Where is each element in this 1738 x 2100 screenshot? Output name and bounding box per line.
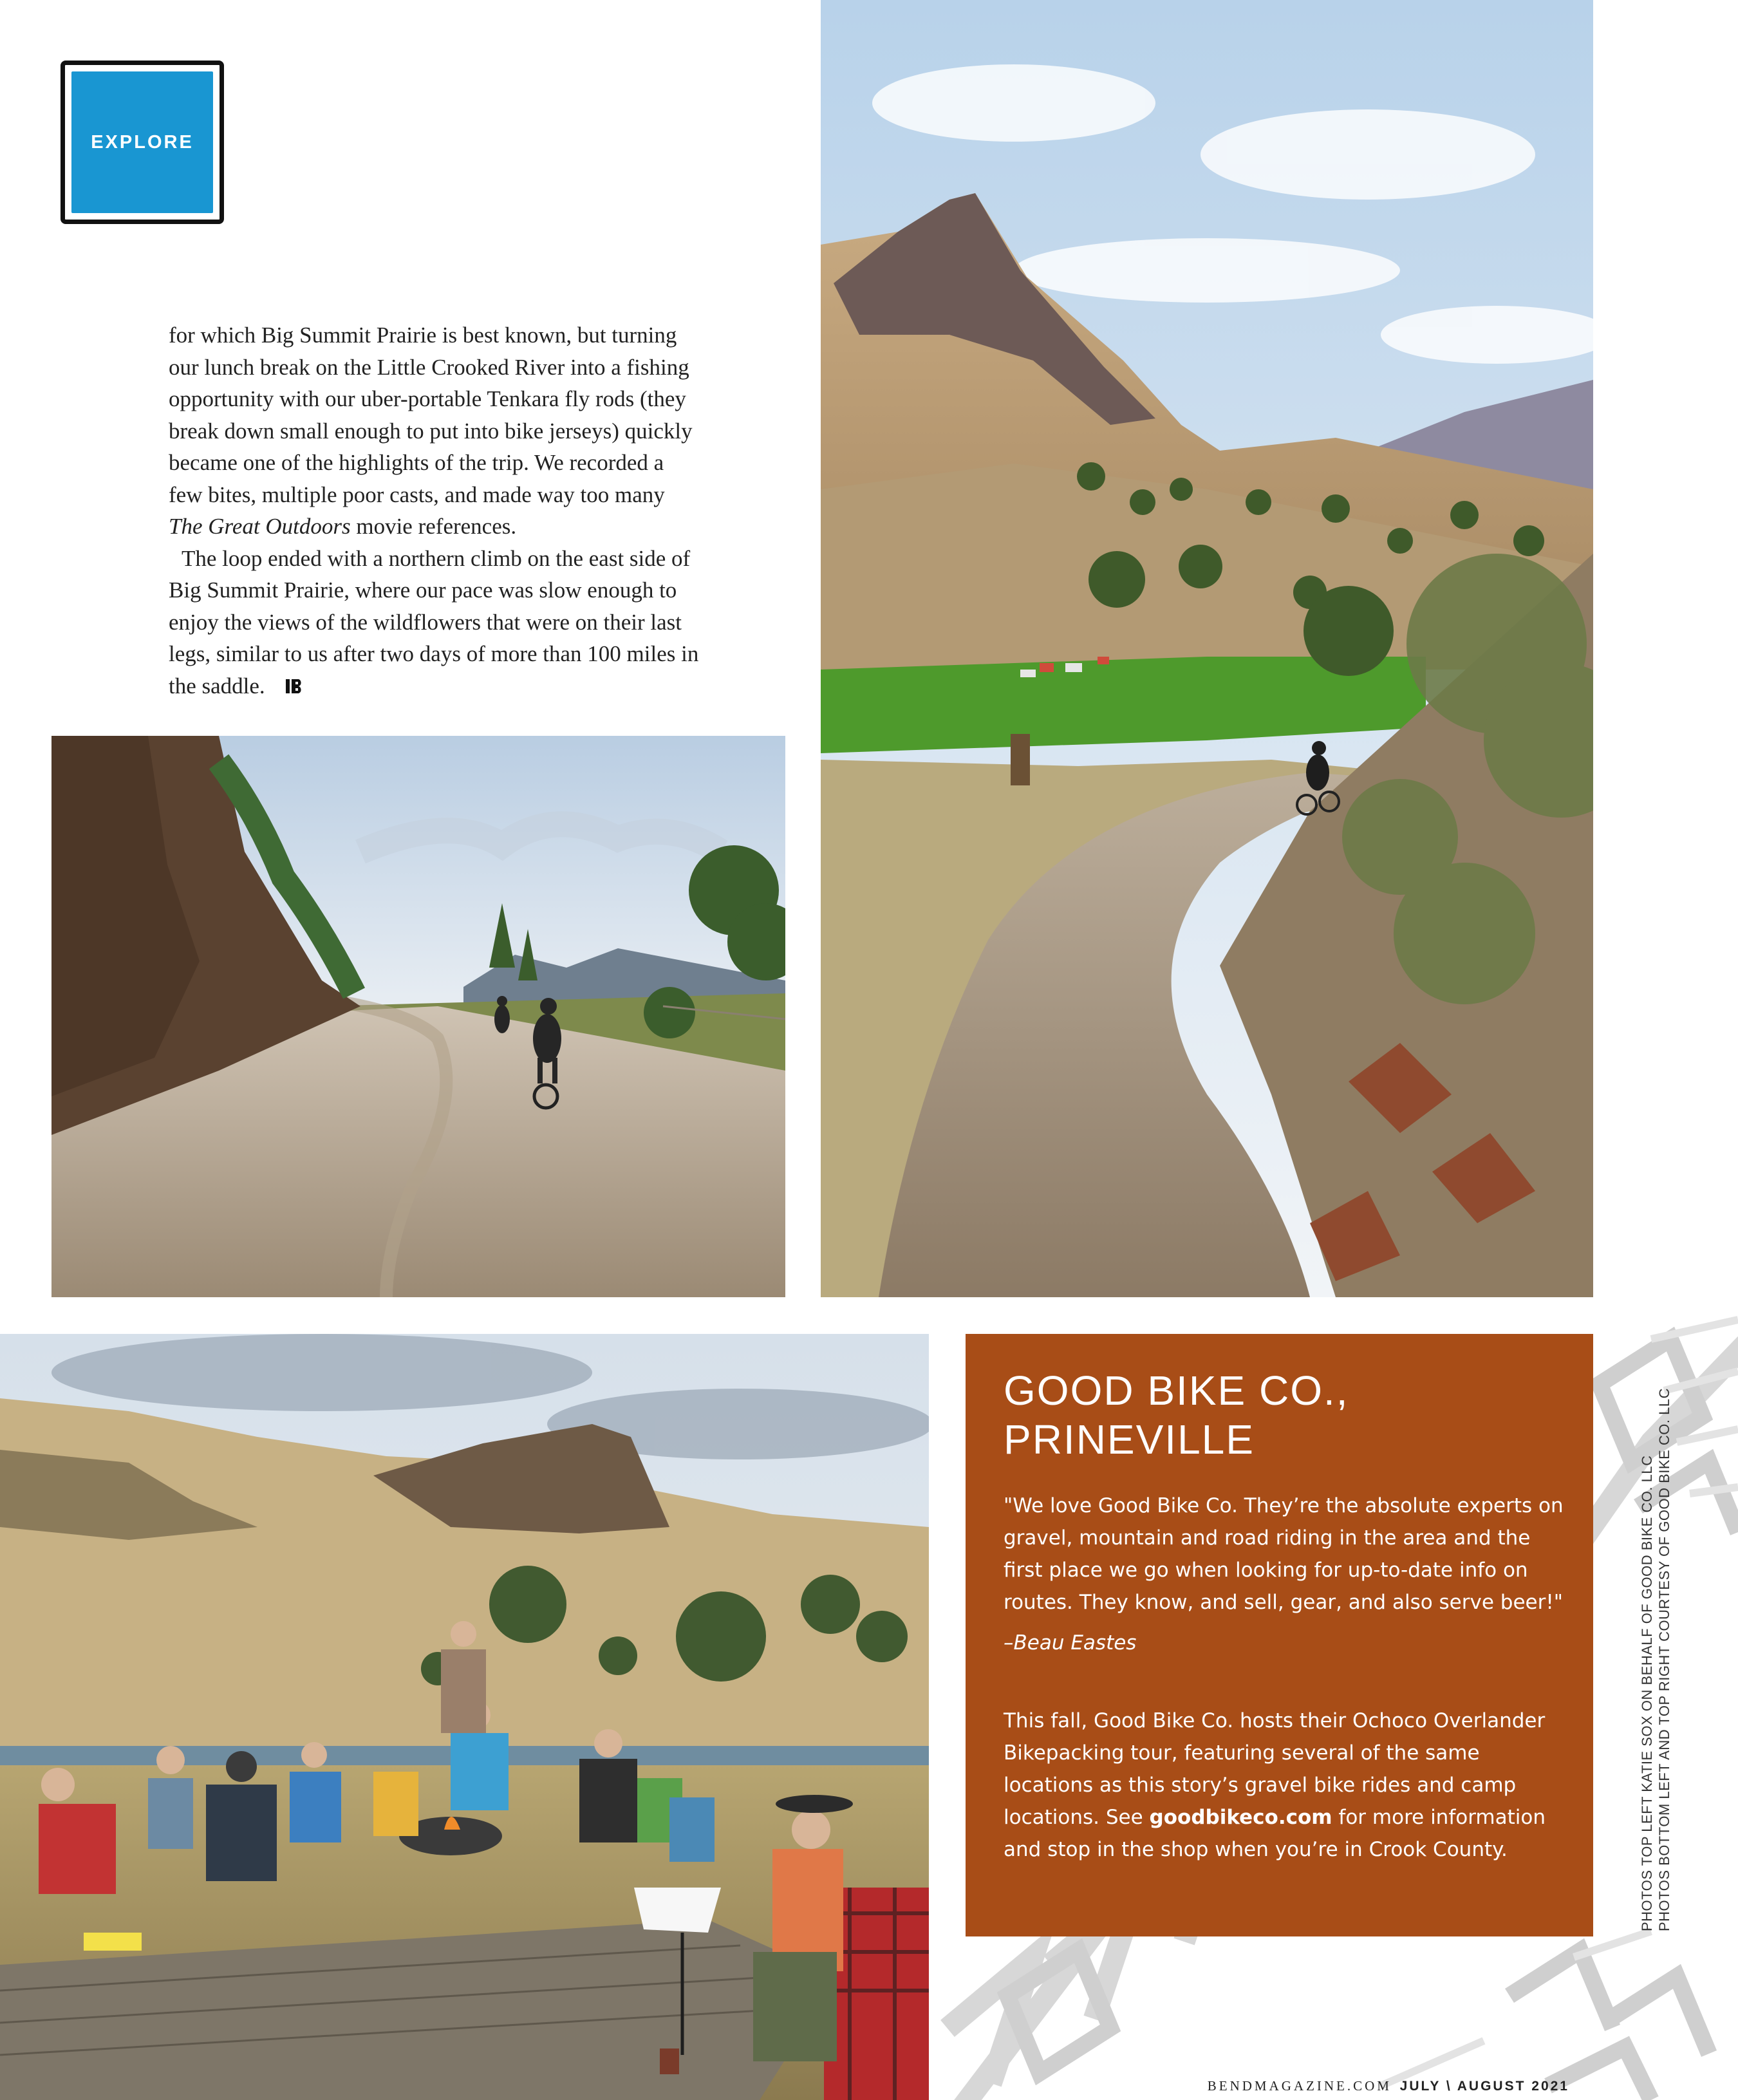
article-text — [169, 319, 787, 702]
article-line: for which Big Summit Prairie is best known, but turning — [169, 323, 677, 348]
section-tag-label: EXPLORE — [91, 131, 194, 153]
article-line: movie references. — [350, 514, 517, 539]
article-paragraph-1 — [169, 319, 787, 543]
website-link[interactable]: goodbikeco.com — [1149, 1806, 1332, 1829]
photo-butte-gravel-road — [821, 0, 1593, 1297]
sidebar-body — [1004, 1705, 1570, 1866]
section-tag-fill — [71, 71, 213, 213]
sidebar-title — [1004, 1366, 1564, 1464]
sidebar-title-line: GOOD BIKE CO., — [1004, 1367, 1349, 1414]
page-folio — [1208, 2078, 1569, 2094]
article-line: legs, similar to us after two days of more than 100 miles in — [169, 641, 699, 666]
section-tag — [61, 61, 224, 224]
sidebar-body-text: This fall, Good Bike Co. hosts their Ochoco Overlander Bikepacking tour, featuring several of the same locations as this story’s gravel bike rides and camp locations. See — [1004, 1709, 1546, 1829]
sidebar-quote: "We love Good Bike Co. They’re the absolute experts on gravel, mountain and road riding in the area and the first place we go when looking for up-to-date info on routes. They know, and sell, gear, and also serve beer!" — [1004, 1494, 1564, 1614]
article-line: few bites, multiple poor casts, and made way too many — [169, 482, 665, 507]
article-line: break down small enough to put into bike jerseys) quickly — [169, 418, 693, 444]
article-line: the saddle. — [169, 673, 265, 698]
article-line: Big Summit Prairie, where our pace was slow enough to — [169, 577, 677, 603]
sidebar-box — [966, 1334, 1593, 1936]
folio-site: BENDMAGAZINE.COM — [1207, 2078, 1392, 2094]
article-line: our lunch break on the Little Crooked River into a fishing — [169, 354, 689, 380]
sidebar-title-line: PRINEVILLE — [1004, 1416, 1255, 1463]
article-paragraph-2 — [169, 543, 787, 702]
photo-credit-line: PHOTOS BOTTOM LEFT AND TOP RIGHT COURTESY OF GOOD BIKE CO. LLC — [1656, 1388, 1672, 1931]
article-line: The loop ended with a northern climb on the east side of — [182, 545, 691, 571]
article-line: enjoy the views of the wildflowers that were on their last — [169, 609, 682, 635]
end-mark-icon — [273, 671, 292, 688]
sidebar-attribution: –Beau Eastes — [1004, 1631, 1137, 1655]
photo-credit-line: PHOTOS TOP LEFT KATIE SOX ON BEHALF OF GOOD BIKE CO. LLC — [1639, 1455, 1655, 1931]
sidebar-body-text: for more information and stop in the shop when you’re in Crook County. — [1004, 1806, 1546, 1861]
folio-issue: JULY \ AUGUST 2021 — [1399, 2079, 1569, 2094]
photo-gravel-road-riders — [51, 736, 785, 1297]
film-title: The Great Outdoors — [169, 514, 351, 539]
article-line: opportunity with our uber-portable Tenkara fly rods (they — [169, 386, 686, 411]
article-line: became one of the highlights of the trip. We recorded a — [169, 450, 664, 475]
photo-campfire-gathering — [0, 1334, 929, 2100]
photo-credits — [1638, 1378, 1673, 1931]
